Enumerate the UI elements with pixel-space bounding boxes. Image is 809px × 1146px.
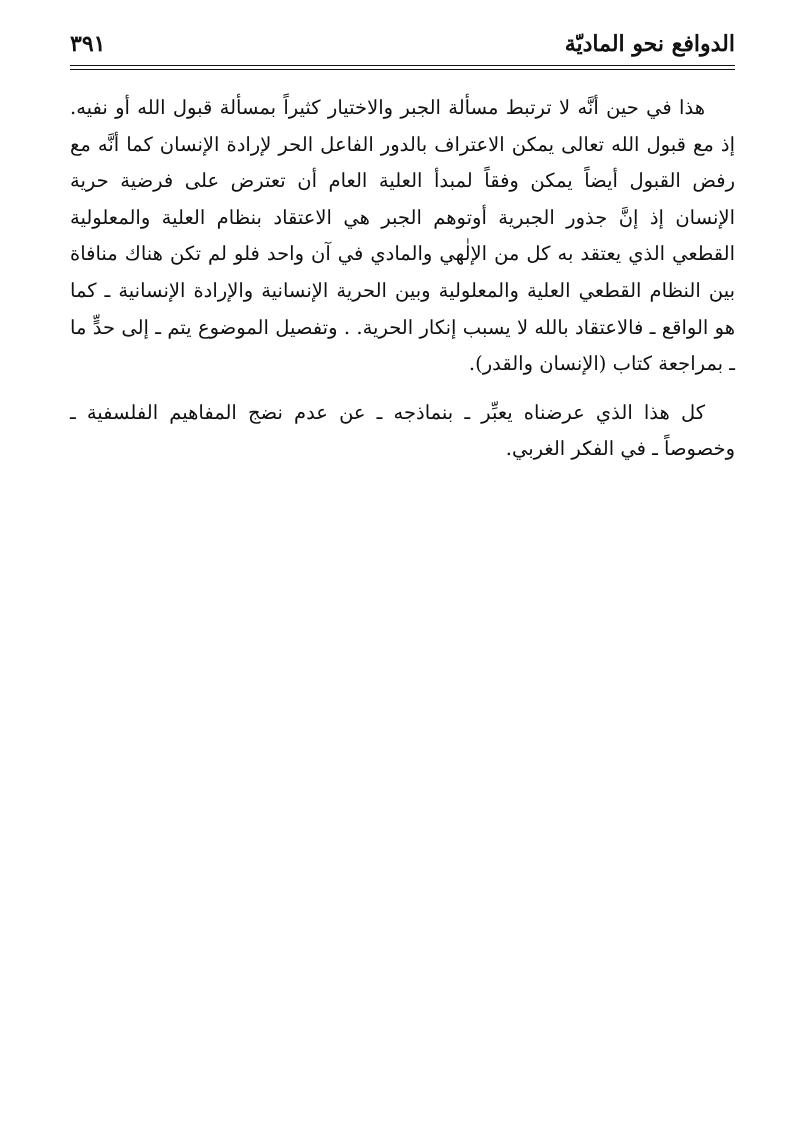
page-number: ٣٩١: [70, 31, 106, 57]
paragraph-1: هذا في حين أنَّه لا ترتبط مسألة الجبر والاختيار كثيراً بمسألة قبول الله أو نفيه. إذ مع قبول الله تعالى يمكن الاعتراف بالدور الفاعل الحر لإرادة الإنسان كما أنَّه مع رفض القبول أيضاً يمكن وفقاً لمبدأ العلية العام أن تعترض على فرضية حرية الإنسان إذ إنَّ جذور الجبرية أوتوهم الجبر هي الاعتقاد بنظام العلية والمعلولية القطعي الذي يعتقد به كل من الإلٰهي والمادي في آن واحد فلو لم تكن هناك منافاة بين النظام القطعي العلية والمعلولية وبين الحرية الإنسانية والإرادة الإنسانية ـ كما هو الواقع ـ فالاعتقاد بالله لا يسبب إنكار الحرية. . وتفصيل الموضوع يتم ـ إلى حدٍّ ما ـ بمراجعة كتاب (الإنسان والقدر).: [70, 96, 735, 376]
header-divider: [70, 65, 735, 70]
body-text: [70, 90, 735, 468]
paragraph-2: كل هذا الذي عرضناه يعبِّر ـ بنماذجه ـ عن عدم نضج المفاهيم الفلسفية ـ وخصوصاً ـ في الفكر الغربي.: [70, 400, 735, 461]
running-header: [70, 26, 735, 62]
running-header-title: الدوافع نحو الماديّة: [564, 31, 735, 57]
